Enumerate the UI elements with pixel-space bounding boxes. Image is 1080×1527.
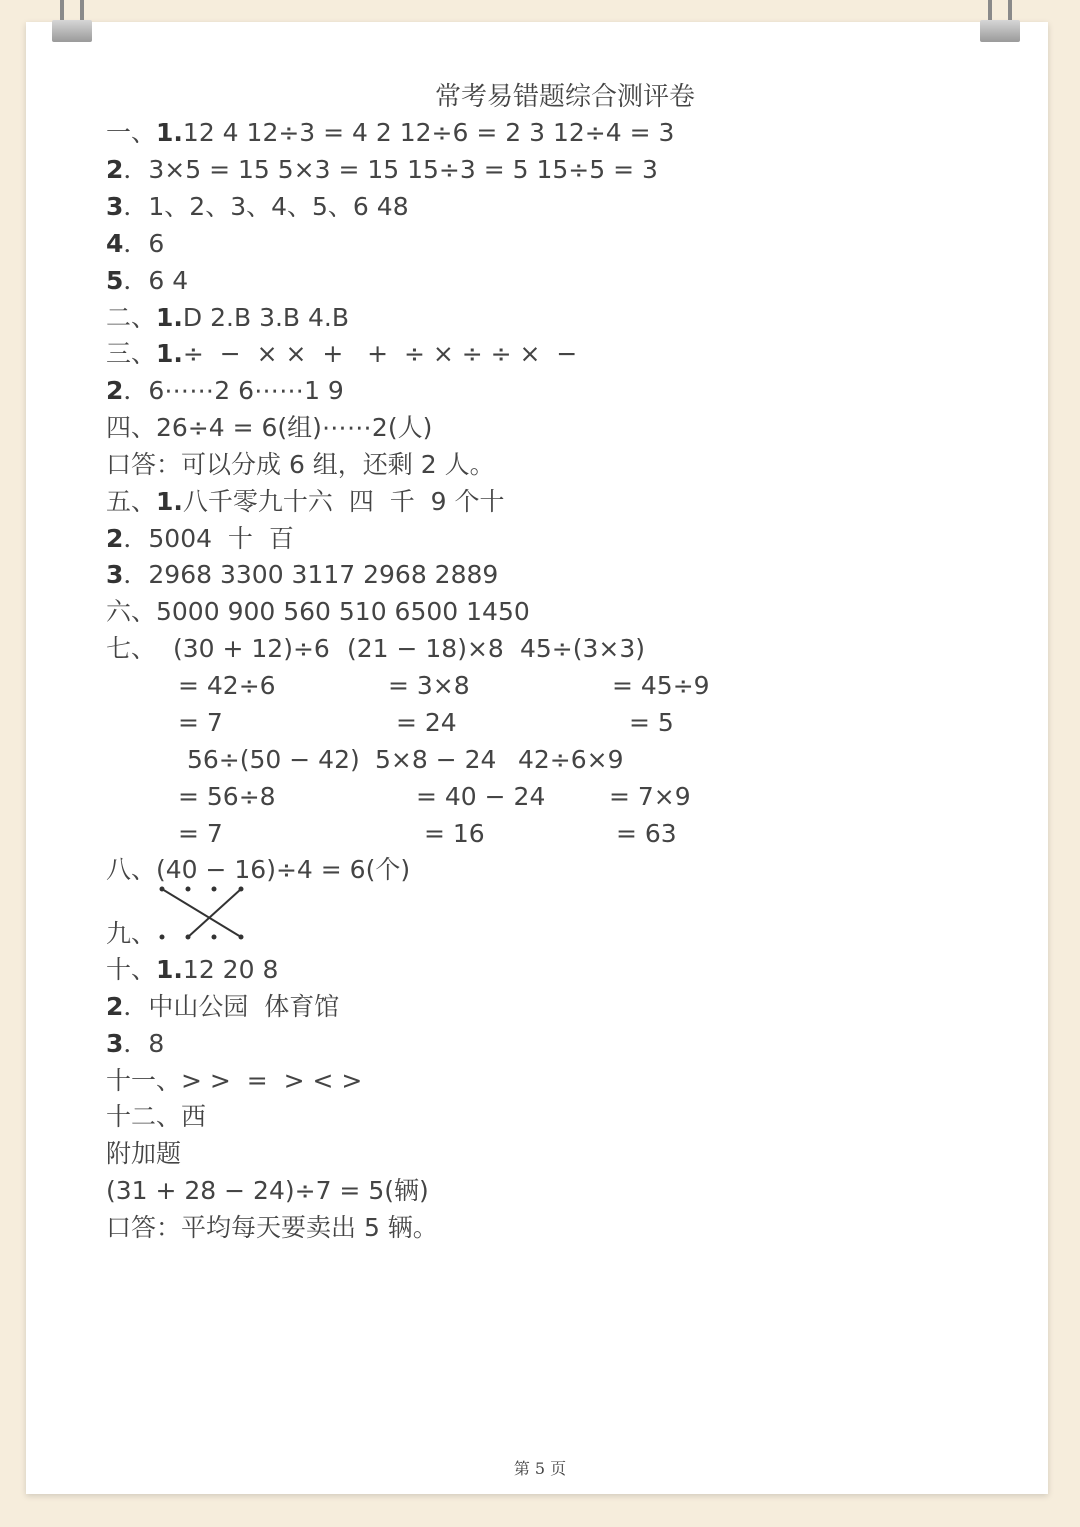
page-title: 常考易错题综合测评卷 — [434, 82, 695, 112]
calc-step: = 42÷6 — [178, 671, 276, 700]
calc-expression: 45÷(3×3) — [520, 634, 646, 663]
calc-expression: 42÷6×9 — [518, 745, 624, 774]
answer-line: 口答：可以分成 6 组，还剩 2 人。 — [106, 450, 495, 479]
calc-expression: (21 − 18)×8 — [347, 634, 504, 663]
match-dot — [212, 935, 217, 940]
match-dot — [160, 935, 165, 940]
answer-line: 3．2968 3300 3117 2968 2889 — [106, 560, 499, 589]
calc-expression: 56÷(50 − 42) — [187, 745, 360, 774]
answer-line: 二、1.D 2.B 3.B 4.B — [106, 303, 350, 332]
section-7-label: 七、 — [106, 634, 157, 663]
match-dot — [186, 887, 191, 892]
matching-diagram — [150, 880, 260, 950]
answer-line: 附加题 — [106, 1139, 182, 1168]
calc-step: = 16 — [424, 819, 485, 848]
match-line — [162, 889, 241, 937]
answer-line: 5．6 4 — [106, 266, 189, 295]
calc-step: = 7 — [178, 708, 223, 737]
answer-line: 五、1.八千零九十六 四 千 9 个十 — [106, 487, 505, 516]
answer-line: 十、1.12 20 8 — [106, 955, 279, 984]
calc-step: = 56÷8 — [178, 782, 276, 811]
calc-step: = 40 − 24 — [416, 782, 546, 811]
calc-expression: 5×8 − 24 — [375, 745, 497, 774]
answer-line: (31 + 28 − 24)÷7 = 5(辆) — [106, 1176, 429, 1205]
answer-line: 2．3×5 = 15 5×3 = 15 15÷3 = 5 15÷5 = 3 — [106, 155, 658, 184]
answer-line: 2．5004 十 百 — [106, 524, 294, 553]
answer-line: 十二、西 — [106, 1102, 207, 1131]
match-dot — [212, 887, 217, 892]
answer-line: 十一、> > = > < > — [106, 1066, 363, 1095]
binder-clip-left — [52, 0, 92, 44]
answer-line: 2．中山公园 体育馆 — [106, 992, 340, 1021]
answer-line: 口答：平均每天要卖出 5 辆。 — [106, 1213, 438, 1242]
calc-step: = 24 — [396, 708, 457, 737]
calc-step: = 5 — [629, 708, 674, 737]
answer-line: 六、5000 900 560 510 6500 1450 — [106, 597, 530, 626]
answer-line: 三、1.÷ − × × + + ÷ × ÷ ÷ × − — [106, 339, 578, 368]
answer-line: 四、26÷4 = 6(组)⋯⋯2(人) — [106, 413, 433, 442]
calc-step: = 63 — [616, 819, 677, 848]
answer-line: 八、(40 − 16)÷4 = 6(个) — [106, 855, 411, 884]
calc-step: = 3×8 — [388, 671, 470, 700]
answer-line: 4．6 — [106, 229, 165, 258]
match-line — [188, 889, 241, 937]
page-number: 第 5 页 — [513, 1459, 567, 1478]
calc-step: = 45÷9 — [612, 671, 710, 700]
calc-step: = 7 — [178, 819, 223, 848]
calc-step: = 7×9 — [609, 782, 691, 811]
calc-expression: (30 + 12)÷6 — [173, 634, 330, 663]
answer-line: 九、 — [106, 919, 157, 948]
answer-line: 2．6⋯⋯2 6⋯⋯1 9 — [106, 376, 344, 405]
answer-line: 一、1.12 4 12÷3 = 4 2 12÷6 = 2 3 12÷4 = 3 — [106, 118, 675, 147]
binder-clip-right — [980, 0, 1020, 44]
answer-line: 3．8 — [106, 1029, 165, 1058]
answer-line: 3．1、2、3、4、5、6 48 — [106, 192, 409, 221]
